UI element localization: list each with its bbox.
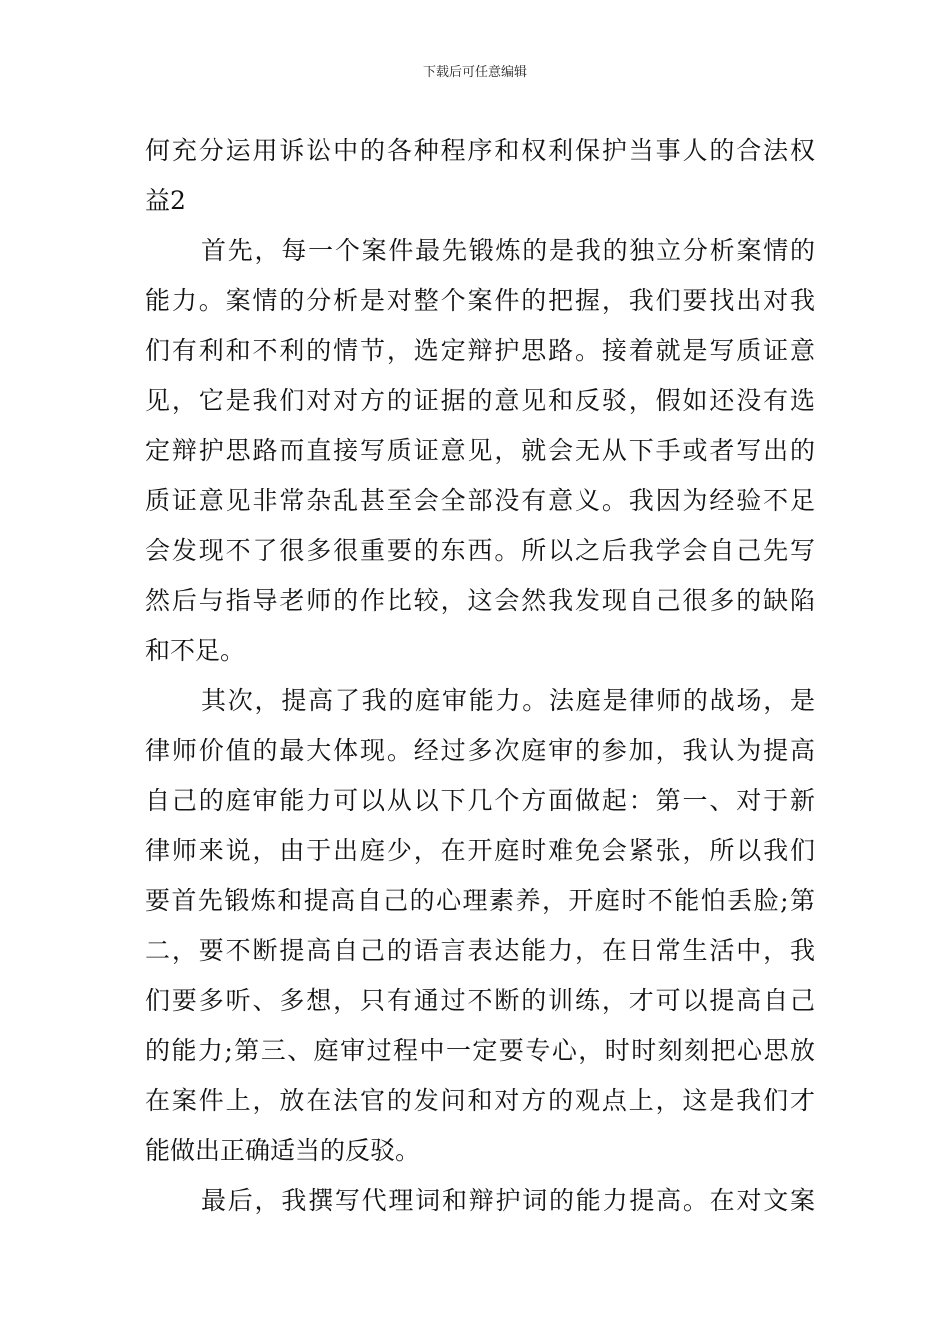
text-line: 能力。案情的分析是对整个案件的把握，我们要找出对我 <box>145 286 815 315</box>
document-body <box>145 126 815 1226</box>
text-line: 律师来说，由于出庭少，在开庭时难免会紧张，所以我们 <box>145 836 815 865</box>
text-line: 益2 <box>145 186 186 215</box>
text-line: 定辩护思路而直接写质证意见，就会无从下手或者写出的 <box>145 436 815 465</box>
text-line: 在案件上，放在法官的发问和对方的观点上，这是我们才 <box>145 1086 815 1115</box>
text-line: 会发现不了很多很重要的东西。所以之后我学会自己先写 <box>145 536 815 565</box>
paragraph-first-line: 首先，每一个案件最先锻炼的是我的独立分析案情的 <box>201 236 815 265</box>
text-line: 律师价值的最大体现。经过多次庭审的参加，我认为提高 <box>145 736 815 765</box>
text-line: 的能力;第三、庭审过程中一定要专心，时时刻刻把心思放 <box>145 1036 815 1065</box>
text-line: 们要多听、多想，只有通过不断的训练，才可以提高自己 <box>145 986 815 1015</box>
text-line: 和不足。 <box>145 636 246 665</box>
text-line: 要首先锻炼和提高自己的心理素养，开庭时不能怕丢脸;第 <box>145 886 815 915</box>
paragraph-first-line: 其次，提高了我的庭审能力。法庭是律师的战场，是 <box>201 686 815 715</box>
text-line: 见，它是我们对对方的证据的意见和反驳，假如还没有选 <box>145 386 815 415</box>
text-line: 质证意见非常杂乱甚至会全部没有意义。我因为经验不足 <box>145 486 815 515</box>
text-line: 能做出正确适当的反驳。 <box>145 1136 421 1165</box>
text-line: 们有利和不利的情节，选定辩护思路。接着就是写质证意 <box>145 336 815 365</box>
text-line: 自己的庭审能力可以从以下几个方面做起：第一、对于新 <box>145 786 815 815</box>
page-header: 下载后可任意编辑 <box>422 65 527 80</box>
text-line: 何充分运用诉讼中的各种程序和权利保护当事人的合法权 <box>145 136 815 165</box>
text-line: 二，要不断提高自己的语言表达能力，在日常生活中，我 <box>145 936 815 965</box>
text-line: 然后与指导老师的作比较，这会然我发现自己很多的缺陷 <box>145 586 815 615</box>
paragraph-first-line: 最后，我撰写代理词和辩护词的能力提高。在对文案 <box>201 1186 815 1215</box>
